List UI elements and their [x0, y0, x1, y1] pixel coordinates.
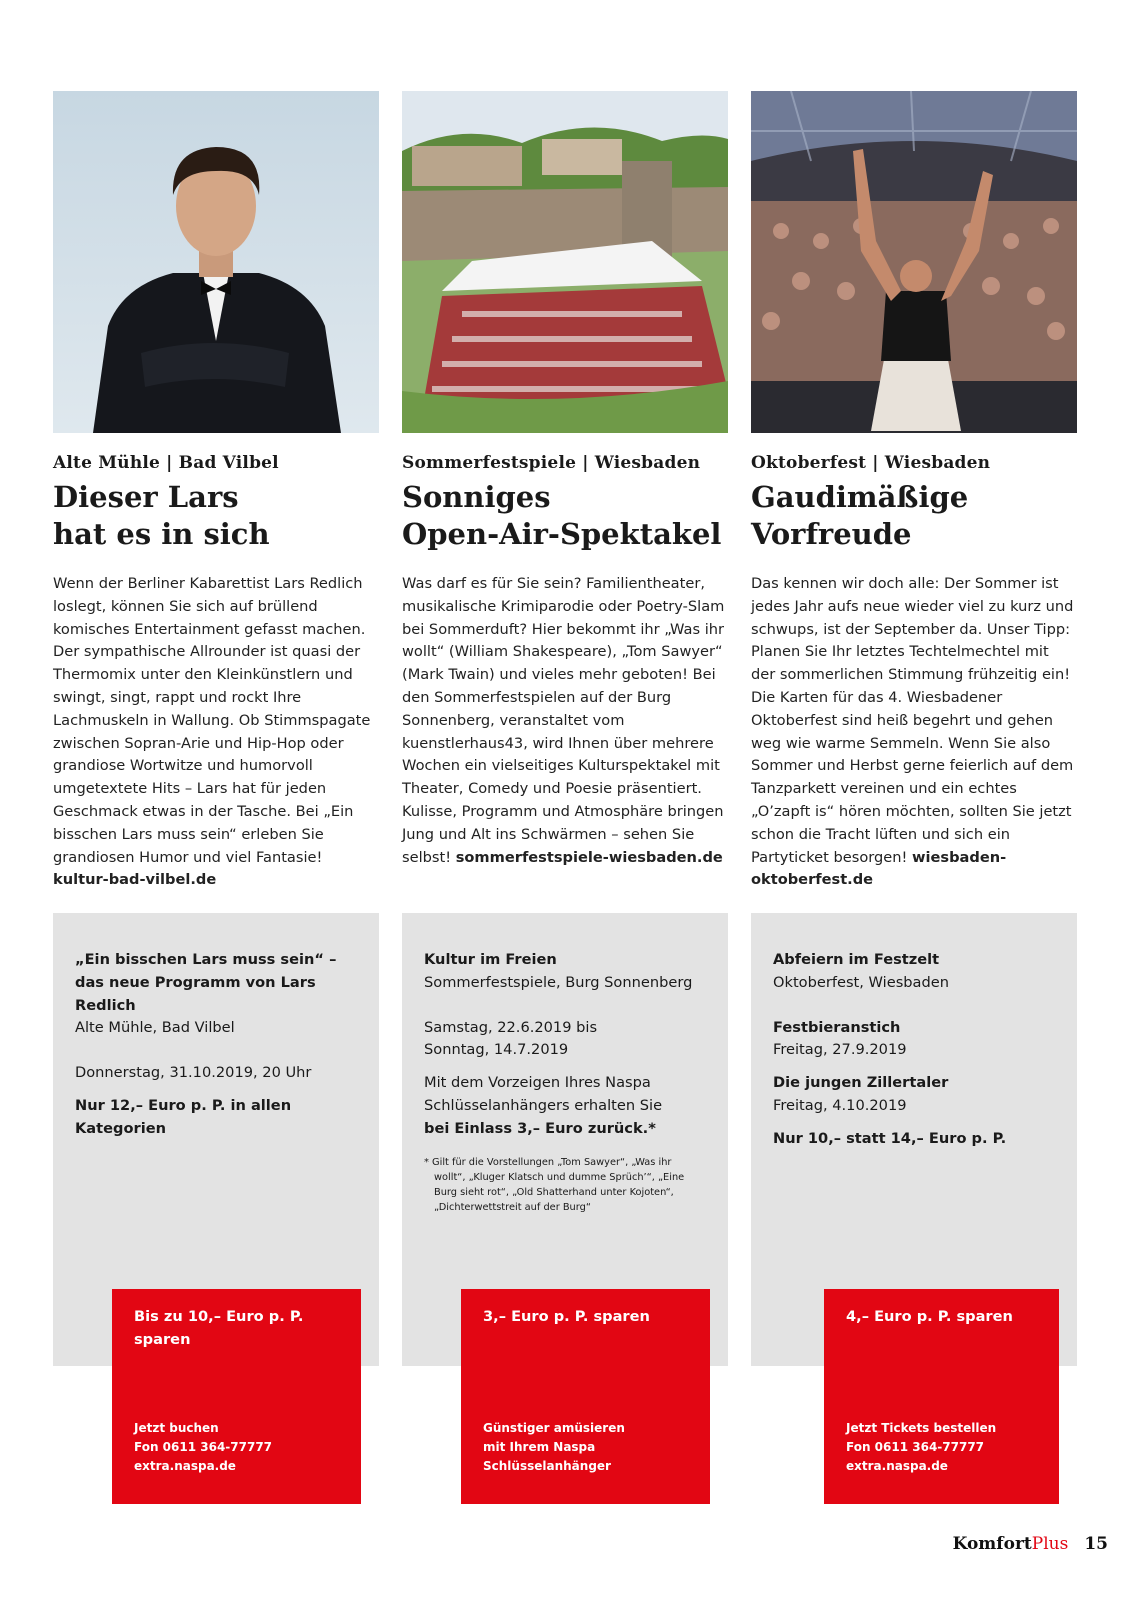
photo-festival-tent [751, 91, 1077, 433]
cta-title: Bis zu 10,– Euro p. P. sparen [134, 1308, 304, 1348]
article-link[interactable]: sommerfestspiele-wiesbaden.de [455, 848, 723, 866]
box-title: Kultur im Freien [424, 951, 557, 968]
cta-box-3 [824, 1289, 1059, 1504]
footer-brand [953, 1534, 1108, 1554]
photo-comedian [53, 91, 379, 433]
cta-link[interactable]: extra.naspa.de [134, 1459, 236, 1473]
article-link[interactable]: kultur-bad-vilbel.de [53, 871, 217, 889]
page-number: 15 [1084, 1534, 1108, 1554]
article-column-2 [402, 91, 728, 869]
cta-title: 4,– Euro p. P. sparen [846, 1308, 1013, 1325]
photo-open-air-castle [402, 91, 728, 433]
cta-box-1 [112, 1289, 361, 1504]
article-kicker: Sommerfestspiele | Wiesbaden [402, 453, 701, 473]
cta-line: Günstiger amüsieren [483, 1421, 625, 1435]
article-column-1 [53, 91, 379, 892]
article-kicker: Oktoberfest | Wiesbaden [751, 453, 991, 473]
box-title: Abfeiern im Festzelt [773, 951, 940, 968]
brand-name: Komfort [952, 1534, 1032, 1554]
brand-suffix: Plus [1031, 1534, 1069, 1554]
cta-line: Jetzt buchen [134, 1421, 219, 1435]
article-headline: Gaudimäßige Vorfreude [751, 480, 969, 551]
box-title: „Ein bisschen Lars muss sein“ – das neue Programm von Lars Redlich [75, 951, 337, 1014]
article-body [53, 573, 379, 892]
article-column-3 [751, 91, 1077, 892]
box-offer: Mit dem Vorzeigen Ihres Naspa Schlüsselanhängers erhalten Sie [424, 1074, 663, 1114]
box-date-start: Samstag, 22.6.2019 bis [424, 1018, 598, 1036]
article-kicker: Alte Mühle | Bad Vilbel [53, 453, 279, 473]
box-venue: Sommerfestspiele, Burg Sonnenberg [424, 973, 693, 991]
article-text: Wenn der Berliner Kabarettist Lars Redlich loslegt, können Sie sich auf brüllend komisches Entertainment gefasst machen. Der sympathische Allrounder ist quasi der Thermomix unter den Kleinkünstlern und swingt, singt, rappt und rockt Ihre Lachmuskeln in Wallung. Ob Stimmspagate zwischen Sopran-Arie und Hip-Hop oder grandiose Wortwitze und humorvoll umgetextete Hits – Lars hat für jeden Geschmack etwas in der Tasche. Bei „Ein bisschen Lars muss sein“ erleben Sie grandiosen Humor und viel Fantasie! [53, 575, 371, 866]
cta-contact [483, 1419, 625, 1476]
article-text: Was darf es für Sie sein? Familientheater, musikalische Krimiparodie oder Poetry-Slam bei Sommerduft? Hier bekommt ihr „Was ihr wollt“ (William Shakespeare), „Tom Sawyer“ (Mark Twain) und vieles mehr geboten! Bei den Sommerfestspielen auf der Burg Sonnenberg, veranstaltet vom kuenstlerhaus43, wird Ihnen über mehrere Wochen ein vielseitiges Kulturspektakel mit Theater, Comedy und Poesie präsentiert. Kulisse, Programm und Atmosphäre bringen Jung und Alt ins Schwärmen – sehen Sie selbst! [402, 575, 725, 866]
box-venue: Oktoberfest, Wiesbaden [773, 973, 949, 991]
article-headline: Dieser Lars hat es in sich [53, 480, 270, 551]
article-text: Das kennen wir doch alle: Der Sommer ist jedes Jahr aufs neue wieder viel zu kurz und schwups, ist der September da. Unser Tipp: Planen Sie Ihr letztes Techtelmechtel mit der sommerlichen Stimmung frühzeitig ein! Die Karten für das 4. Wiesbadener Oktoberfest sind heiß begehrt und gehen weg wie warme Semmeln. Wenn Sie also Sommer und Herbst gerne feierlich auf dem Tanzparkett vereinen und ein echtes „O’zapft is“ hören möchten, sollten Sie jetzt schon die Tracht lüften und sich ein Partyticket besorgen! [751, 575, 1074, 866]
cta-line: mit Ihrem Naspa [483, 1440, 596, 1454]
article-headline: Sonniges Open-Air-Spektakel [402, 480, 722, 551]
cta-contact [134, 1419, 272, 1476]
box-date: Donnerstag, 31.10.2019, 20 Uhr [75, 1064, 312, 1082]
article-body [402, 573, 728, 869]
cta-title: 3,– Euro p. P. sparen [483, 1308, 650, 1325]
box-offer-bold: bei Einlass 3,– Euro zurück.* [424, 1119, 656, 1137]
box-event-2-date: Freitag, 4.10.2019 [773, 1096, 907, 1114]
cta-link[interactable]: extra.naspa.de [846, 1459, 948, 1473]
box-price: Nur 12,– Euro p. P. in allen Kategorien [75, 1096, 292, 1137]
box-venue: Alte Mühle, Bad Vilbel [75, 1019, 235, 1037]
box-event-1: Festbieranstich [773, 1018, 901, 1036]
cta-line: Schlüsselanhänger [483, 1459, 611, 1473]
cta-box-2 [461, 1289, 710, 1504]
box-event-2: Die jungen Zillertaler [773, 1074, 949, 1092]
cta-phone[interactable]: Fon 0611 364-77777 [134, 1440, 273, 1454]
article-body [751, 573, 1077, 892]
cta-phone[interactable]: Fon 0611 364-77777 [846, 1440, 985, 1454]
article-link[interactable]: wiesbaden-oktoberfest.de [751, 848, 1007, 889]
box-date-end: Sonntag, 14.7.2019 [424, 1041, 569, 1059]
box-footnote: * Gilt für die Vorstellungen „Tom Sawyer“, „Was ihr wollt“, „Kluger Klatsch und dumme Sprüch’“, „Eine Burg sieht rot“, „Old Shatterhand unter Kojoten“, „Dichterwettstreit auf der Burg“ [424, 1156, 685, 1213]
cta-line: Jetzt Tickets bestellen [846, 1421, 997, 1435]
cta-contact [846, 1419, 996, 1476]
box-price: Nur 10,– statt 14,– Euro p. P. [773, 1129, 1007, 1147]
box-event-1-date: Freitag, 27.9.2019 [773, 1041, 907, 1059]
